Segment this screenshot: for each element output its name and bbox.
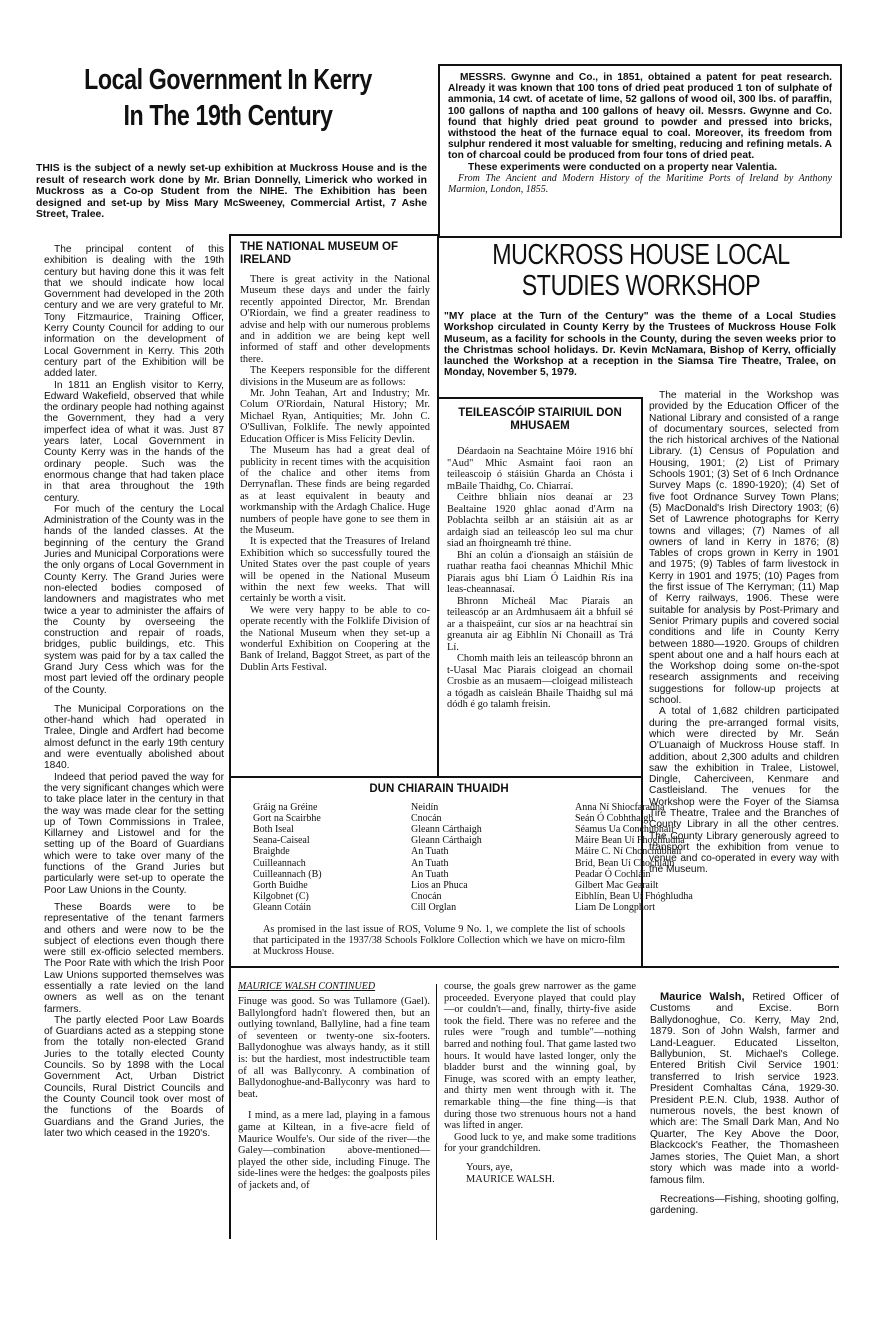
- museum-paragraph: It is expected that the Treasures of Ireland Exhibition which so successfully toured the United States over the past couple of years will be opened in the National Museum within the next few weeks. That will certainly be worth a visit.: [240, 536, 430, 605]
- schools-note: As promised in the last issue of ROS, Volume 9 No. 1, we complete the list of schools that participated in the 1937/38 Schools Folklore Collection which we have on micro-film at Muckross House.: [253, 923, 625, 958]
- school-cell: Máire Bean Uí Fhoghludha: [575, 835, 685, 847]
- school-cell: Gráig na Gréine: [253, 801, 318, 813]
- dun-chiarain-box: [229, 776, 693, 968]
- national-museum-title: THE NATIONAL MUSEUM OF IRELAND: [240, 241, 399, 266]
- teileascoip-paragraph: Déardaoin na Seachtaine Móire 1916 bhí "Aud" Mhic Asmaint faoi raon an teileascoip ó stáisiún Gharda an Chósta i mBaile Thaidhg, Co. Chiarraí.: [447, 446, 633, 492]
- school-cell: Seana-Caiseal: [253, 835, 310, 847]
- walsh-bio-body: Retired Officer of Customs and Excise. Born Ballydonoghue, Co. Kerry, May 2nd, 1879. Son of John Walsh, farmer and Land-Leaguer. Educated Lisselton, Ballybunion, St. Michael's College. Entered British Civil Service 1901: transferred to Irish service 1923. President Comhaltas Cána, 1929-30. President P.E.N. Club, 1938. Author of numerous novels, the best known of which are: The Small Dark Man, And No Quarter, The Key Above the Door, Blackcock's Feather, the Thomasheen James stories, The Quiet Man, a short story which was made into a world-famous film.: [650, 992, 839, 1186]
- school-cell: Cnocán: [411, 891, 442, 903]
- walsh-column-1: [238, 996, 430, 1192]
- national-museum-article: [240, 241, 430, 673]
- teileascoip-paragraph: Bhronn Mícheál Mac Piarais an teileascóp ar an Ardmhusaem áit a bhfuil sé ar a thaispeáint, cur síos ar na heachtraí sin greanuta air ag Eibhlín Ní Chonaill as Trá Lí.: [447, 595, 633, 653]
- school-cell: Seán Ó Cobhthaigh: [575, 812, 654, 824]
- teileascoip-box: [437, 397, 643, 778]
- school-cell: Cnocán: [411, 812, 442, 824]
- school-cell: Séamus Ua Conchubhair: [575, 823, 675, 835]
- walsh-signoff: [444, 1162, 636, 1185]
- peat-body-2: These experiments were conducted on a property near Valentia.: [468, 161, 778, 173]
- teileascoip-paragraph: Ceithre bhliain níos deanaí ar 23 Bealtaine 1920 ghlac aonad d'Arm na Poblachta seilbh ar an stáisiún ait as ar ardaigh siad an teileascóp leo sul ma chur siad an fhoirgneamh tré thine.: [447, 492, 633, 549]
- walsh-paragraph: Good luck to ye, and make some traditions for your grandchildren.: [444, 1131, 636, 1155]
- walsh-paragraph: I mind, as a mere lad, playing in a famous game at Kiltean, in a five-acre field of Maurice Woulfe's. Our side of the river—the Galey—combination above-mentioned—played the other side, including Finuge. The side-lines were the hedges: the goalposts piles of jackets and, of: [238, 1110, 430, 1191]
- workshop-paragraph: The material in the Workshop was provided by the Education Officer of the National Library and consisted of a range of documentary sources, selected from the rich historical archives of the National Library. (1) Census of Population and Housing, 1901; (2) List of Primary Schools 1901; (3) Set of 6 Inch Ordnance Survey Maps (c. 1890-1920); (4) Set of five foot Ordnance Survey Town Plans; (5) MacDonald's Irish Directory 1903; (6) Set of Lawrence photographs for Kerry towns and villages; (7) Names of all owners of land in Kerry in 1876; (8) Tables of crops grown in Kerry in 1901 and 1975; (9) Tables of farm livestock in Kerry in 1901 and 1975; (10) Pages from the first issue of The Kerryman; (11) Map of Kerry railways, 1906. These were suitable for analysis by Post-Primary and Senior Primary pupils and covered social conditions and life in County Kerry between 1880—1920. Groups of children spent about one and a half hours each at the Workshop doing some on-the-spot research assignments and receiving suggestions for follow-up projects at school.: [649, 390, 839, 707]
- local-gov-paragraph: The Municipal Corporations on the other-hand which had operated in Tralee, Dingle and Ardfert had become almost defunct in the early 19th century and were eventually abolished about 1840.: [44, 703, 224, 772]
- walsh-signoff-line1: Yours, aye,: [466, 1161, 513, 1173]
- workshop-title: [445, 240, 837, 302]
- walsh-bio-text: [650, 992, 839, 1186]
- teileascoip-title: TEILEASCÓIP STAIRIUIL DON MHUSAEM: [458, 407, 622, 432]
- school-cell: Gorth Buidhe: [253, 879, 308, 891]
- school-cell: Kilgobnet (C): [253, 891, 309, 903]
- school-cell: Gleann Cárthaigh: [411, 835, 482, 847]
- museum-top-rule: [229, 234, 439, 236]
- walsh-bio: [650, 992, 839, 1217]
- workshop-title-line2: STUDIES WORKSHOP: [521, 270, 761, 302]
- workshop-bottom-rule: [643, 966, 839, 968]
- school-cell: Máire C. Ní Chonchubhair: [575, 846, 683, 858]
- school-cell: Peadar Ó Cochláin: [575, 868, 651, 880]
- school-cell: Lios an Phuca: [411, 879, 468, 891]
- school-cell: Gleann Cárthaigh: [411, 823, 482, 835]
- school-cell: Liam De Longphort: [575, 902, 655, 914]
- local-gov-paragraph: The partly elected Poor Law Boards of Guardians acted as a stepping stone from the totally non-elected Grand Juries to the totally elected County Councils. So by 1898 with the Local Government Act, Urban District Councils, Rural District Councils and the County Council took over most of the functions of the Boards of Guardians and the Grand Juries, the later two which ceased in the 1920's.: [44, 1014, 224, 1139]
- schools-list: [253, 801, 693, 914]
- museum-paragraph: There is great activity in the National Museum these days and under the fairly recently appointed Director, Mr. Brendan O'Riordain, we find a greater readiness to advise and help with our numerous problems and in addition we are being kept well informed of staff and other developments there.: [240, 274, 430, 365]
- local-gov-paragraph: Indeed that period paved the way for the very significant changes which were to take place later in the century in that the way was made clear for the setting up of Town Commissions in Tralee, Killarney and Listowel and for the setting up of the Board of Guardians which were to take over many of the functions of the Grand Juries but particularly were set-up to operate the Poor Law Unions in the County.: [44, 771, 224, 896]
- museum-paragraph: Mr. John Teahan, Art and Industry; Mr. Colum O'Riordain, Natural History; Mr. Michael Ryan, Antiquities; Mr. John C. O'Sullivan, Folklife. The newly appointed Education Officer is Miss Felicity Devlin.: [240, 388, 430, 445]
- museum-paragraph: We were very happy to be able to co-operate recently with the Folklife Division of the National Museum when they set-up a wonderful Exhibition on Coopering at the Bank of Ireland, Baggot Street, as part of the Dublin Arts Festival.: [240, 604, 430, 673]
- school-cell: Gort na Scairbhe: [253, 812, 321, 824]
- walsh-paragraph: course, the goals grew narrower as the game proceeded. Everyone played that could play—or couldn't—and, finally, thirty-five aside took the field. There was no referee and the rules were "rough and tumble"—nothing barred and nothing foul. That game lasted two hours. It would have lasted longer, only the bladder burst and the winning goal, by Finuge, was scored with an empty leather, and thirty men went through with it. The remarkable thing—the fine thing—is that during those two strenuous hours not a hand was lifted in anger.: [444, 981, 636, 1132]
- school-cell: Anna Ní Shiocfaradha: [575, 801, 665, 813]
- dun-chiarain-title: DUN CHIARAIN THUAIDH: [369, 783, 509, 795]
- local-gov-paragraph: These Boards were to be representative of the tenant farmers and others and were now to be the subject of elections even though there were still ex-officio selected members. The Poor Rate with which the Irish Poor Law Unions supported themselves was essentially a rate levied on the land owners as well as on the tenant farmers.: [44, 901, 224, 1015]
- local-gov-paragraph: For much of the century the Local Administration of the County was in the hands of the landed classes. At the beginning of the century the Grand Juries and Municipal Corporations were the only organs of Local Government in County Kerry. The Grand Juries were non-elected bodies composed of landowners and magistrates who met twice a year to administer the affairs of the County by overseeing the construction and repair of roads, bridges, public buildings, etc. This system was paid for by a tax called the Grand Jury Cess which was for the most part levied off the ordinary people of the County.: [44, 503, 224, 696]
- museum-paragraph: The Museum has had a great deal of publicity in recent times with the acquisition of the chalice and other items from Derrynaflan. These finds are being regarded as at least equivalent in beauty and workmanship with the Ardagh Chalice. Huge numbers of people have gone to see them in the Museum.: [240, 445, 430, 536]
- workshop-title-line1: MUCKROSS HOUSE LOCAL: [492, 239, 790, 271]
- walsh-divider: [436, 984, 437, 1240]
- local-gov-title: [28, 62, 428, 134]
- school-cell: Braighde: [253, 846, 290, 858]
- local-gov-paragraph: The principal content of this exhibition is dealing with the 19th century but having done this it was felt that we should indicate how local Government had developed in the 20th century and we are very grateful to Mr. Tony Fitzmaurice, Training Officer, Kerry County Council for adding to our information on the development of Local Government in Kerry. This 20th century part of the Exhibition will be added later.: [44, 244, 224, 380]
- school-cell: Bríd, Bean Uí Chochláin: [575, 857, 675, 869]
- walsh-recreations: Recreations—Fishing, shooting golfing, gardening.: [650, 1193, 839, 1217]
- museum-paragraph: The Keepers responsible for the different divisions in the Museum are as follows:: [240, 365, 430, 388]
- local-gov-title-line1: Local Government In Kerry: [84, 64, 372, 96]
- workshop-paragraph: A total of 1,682 children participated during the pre-arranged formal visits, which were directed by Mr. Seán O'Luanaigh of Muckross House staff. In addition, about 2,300 adults and children saw the exhibition in Tralee, Listowel, Dingle, Caherciveen, Kenmare and Castleisland. The venues for the Workshop were the Foyer of the Siamsa Tire Theatre, Tralee and the Branches of County Library in all the other centres. The County Library generously agreed to transport the exhibition from venue to venue and co-operated in every way with the Museum.: [649, 706, 839, 876]
- walsh-column-2: [444, 981, 636, 1185]
- teileascoip-paragraph: Chomh maith leis an teileascóp bhronn an t-Uasal Mac Piarais cloigead an chornail Crosbie as an musaem—cloigead milisteach a tógadh as caisleán Bhaile Thaidhg sul má dódh é go talamh freisin.: [447, 653, 633, 710]
- walsh-paragraph: Finuge was good. So was Tullamore (Gael). Ballylongford hadn't flowered then, but an outlying townland, Ballyline, had a fine team of seventeen or twenty-one six-footers. Ballydonoghue was always handy, as it still is: but the hardiest, most indestructible team of all was Ballyconry. A combination of Ballydonoghue-and-Ballyconry was hard to beat.: [238, 996, 430, 1100]
- maurice-walsh-continued-label: MAURICE WALSH CONTINUED: [238, 981, 376, 992]
- teileascoip-paragraph: Bhí an colún a d'ionsaigh an stáisiún de ruathar reatha faoi cheannas Mhichil Mhic Piarais agus bhí Liam Ó Laidhin Rís ina leas-cheannasaí.: [447, 549, 633, 595]
- school-cell: Gilbert Mac Gearailt: [575, 879, 659, 891]
- school-cell: Both Iseal: [253, 823, 294, 835]
- school-cell: Cuilleannach (B): [253, 868, 322, 880]
- walsh-signoff-line2: MAURICE WALSH.: [466, 1173, 555, 1185]
- school-cell: Gleann Cotáin: [253, 902, 312, 914]
- workshop-intro: "MY place at the Turn of the Century" was the theme of a Local Studies Workshop circulated in County Kerry by the Trustees of Muckross House Folk Museum, as a facility for schools in the County, during the seven weeks prior to the Christmas school holidays. Dr. Kevin McNamara, Bishop of Kerry, officially launched the Workshop at a reception in the Siamsa Tire Theatre, Tralee, on Monday, November 5, 1979.: [444, 311, 836, 379]
- local-gov-title-line2: In The 19th Century: [123, 100, 333, 132]
- local-gov-intro: THIS is the subject of a newly set-up exhibition at Muckross House and is the result of research work done by Mr. Brian Donnelly, Limerick who worked in Muckross as a Co-op Student from the NIHE. The Exhibition has been designed and set-up by Miss Mary McSweeney, Commercial Artist, 7 Ashe Street, Tralee.: [36, 163, 427, 221]
- local-gov-body: [44, 244, 224, 1139]
- local-gov-paragraph: In 1811 an English visitor to Kerry, Edward Wakefield, observed that while the ordinary people had nothing against the Government, they had a very imperfect idea of what it was. Just 87 years later, Local Government in County Kerry was in the hands of the ordinary people. Such was the enormous change that had taken place in that area throughout the 19th century.: [44, 379, 224, 504]
- school-cell: Cill Orglan: [411, 902, 457, 914]
- peat-body: MESSRS. Gwynne and Co., in 1851, obtained a patent for peat research. Already it was known that 100 tons of dried peat produced 1 ton of sulphate of ammonia, 14 cwt. of acetate of lime, 52 gallons of wood oil, 300 lbs. of paraffin, 100 gallons of naptha and 100 gallons of heavy oil. Messrs. Gwynne and Co. found that highly dried peat ground to powder and pressed into bricks, withstood the heat of the furnace equal to coal. Moreover, its freedom from sulphur rendered it most valuable for smelting, reducing and refining metals. A ton of charcoal could be produced from four tons of dried peat.: [448, 72, 832, 162]
- walsh-bio-name: Maurice Walsh,: [660, 991, 745, 1003]
- school-cell: Cuilleannach: [253, 857, 306, 869]
- school-cell: An Tuath: [411, 857, 449, 869]
- peat-source: From The Ancient and Modern History of the Maritime Ports of Ireland by Anthony Marmion, London, 1855.: [448, 172, 832, 196]
- school-cell: An Tuath: [411, 868, 449, 880]
- column-divider: [229, 234, 231, 1239]
- school-cell: An Tuath: [411, 846, 449, 858]
- peat-research-box: [438, 64, 842, 238]
- school-cell: Eibhlín, Bean Uí Fhóghludha: [575, 891, 693, 903]
- school-cell: Neidín: [411, 801, 439, 813]
